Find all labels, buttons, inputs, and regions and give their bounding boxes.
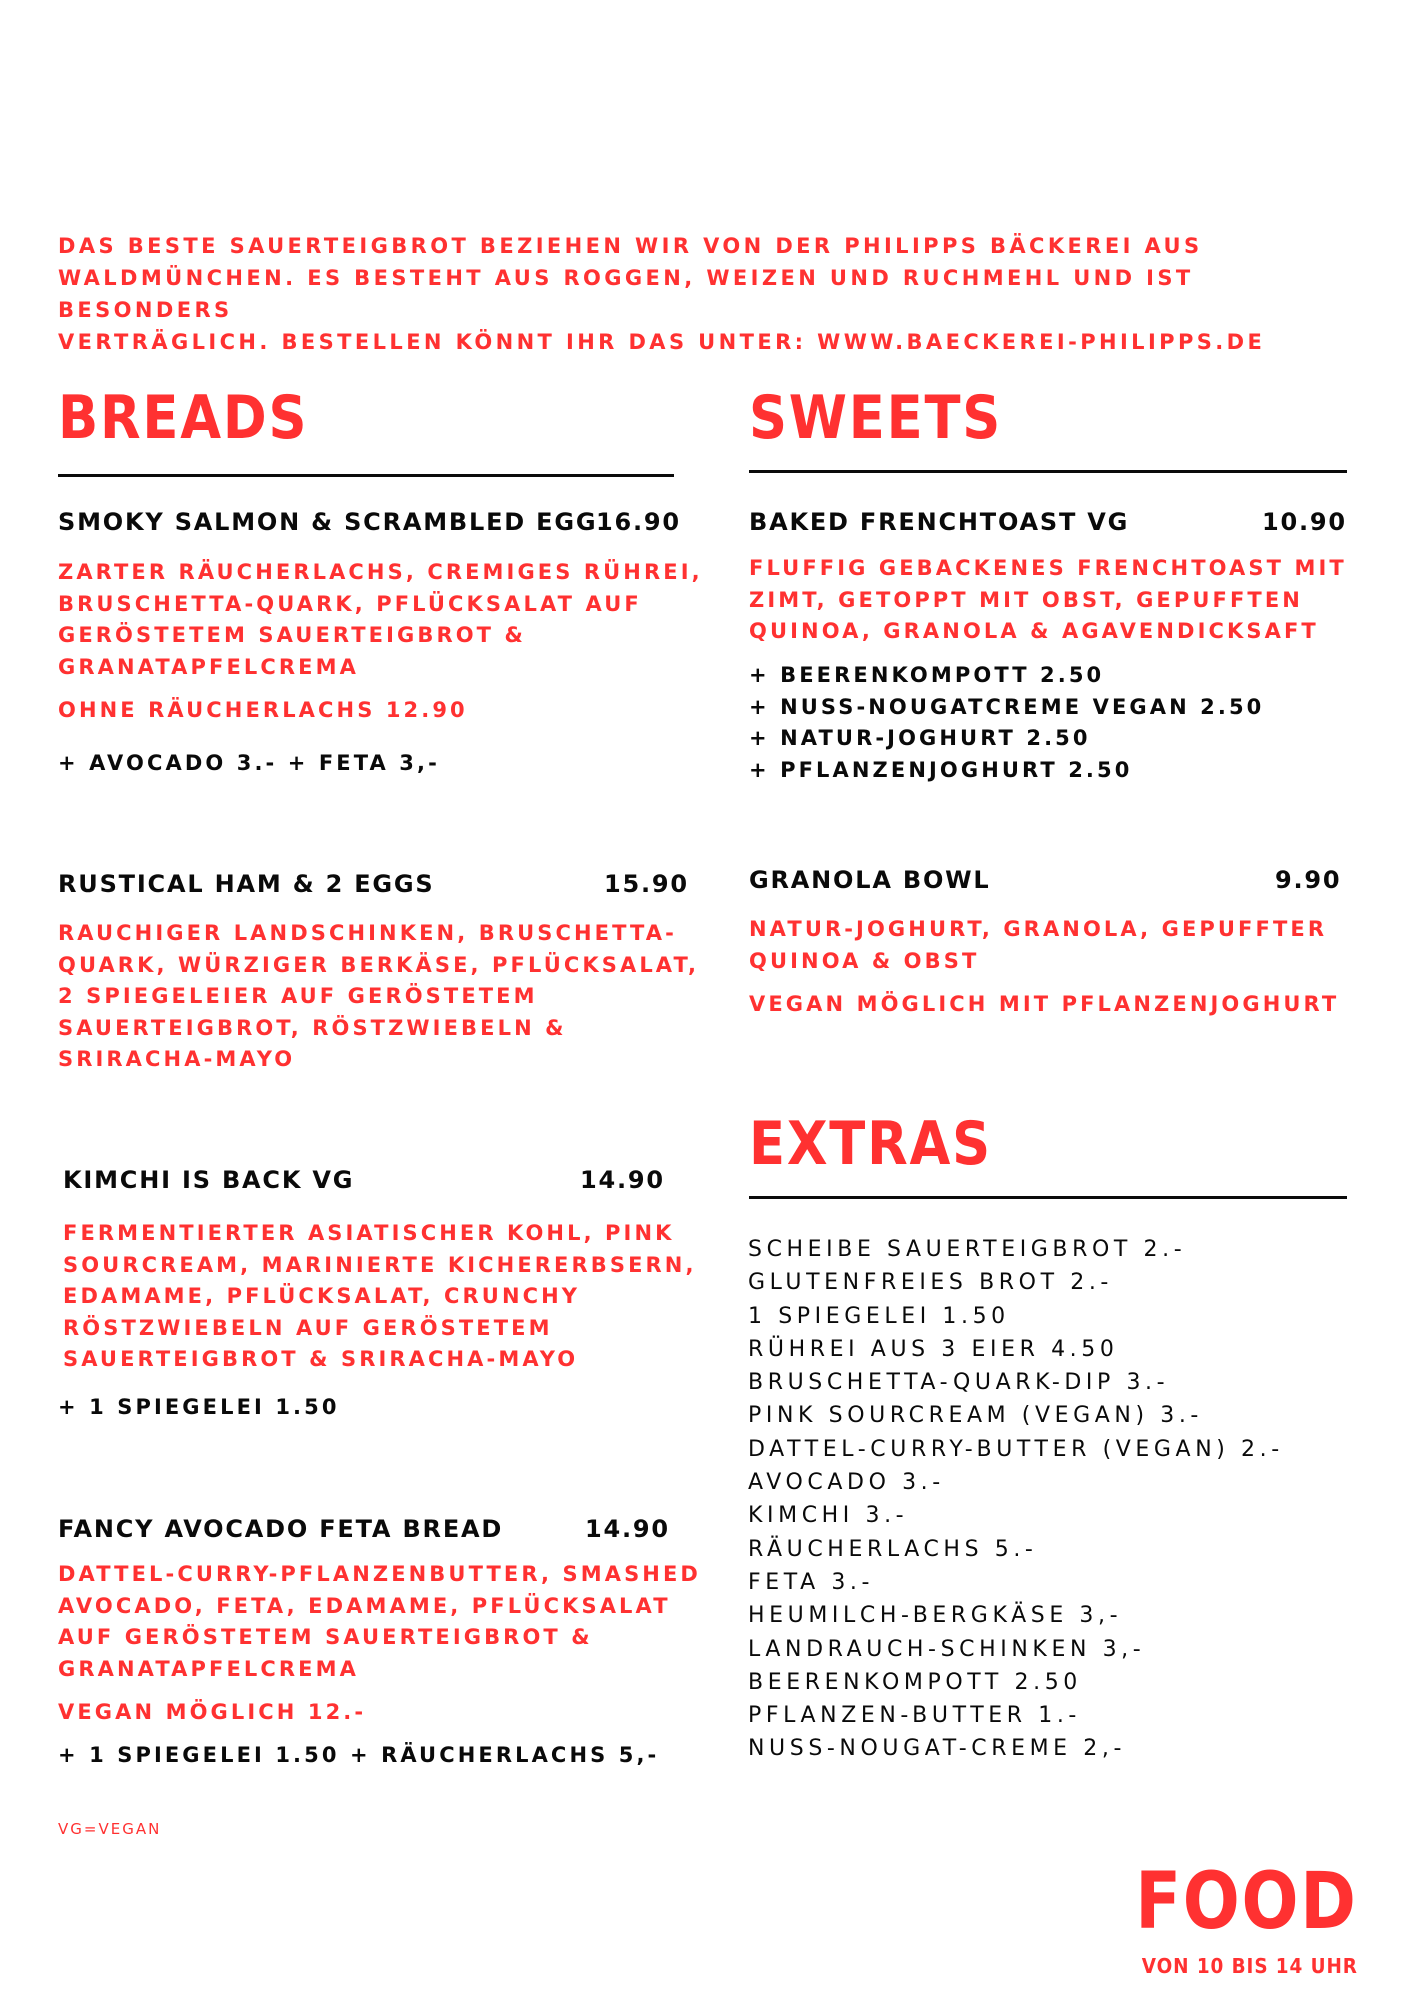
food-heading: FOOD [1135,1857,1358,1947]
item-note: OHNE RÄUCHERLACHS 12.90 [58,698,468,722]
extras-list [748,1233,1284,1766]
extras-item: PFLANZEN-BUTTER 1.- [748,1703,1081,1729]
extras-title: EXTRAS [749,1109,992,1179]
item-name: KIMCHI IS BACK VG [63,1166,355,1194]
item-price: 14.90 [585,1515,670,1543]
extras-item: GLUTENFREIES BROT 2.- [748,1270,1113,1296]
extras-item: NUSS-NOUGAT-CREME 2,- [748,1736,1127,1762]
item-description: ZARTER RÄUCHERLACHS, CREMIGES RÜHREI, BRUSCHETTA-QUARK, PFLÜCKSALAT AUF GERÖSTETEM SAUERTEIGBROT & GRANATAPFELCREMA [58,560,703,679]
item-note: VEGAN MÖGLICH MIT PFLANZENJOGHURT [749,992,1340,1016]
extras-item: AVOCADO 3.- [748,1470,945,1496]
item-price: 9.90 [1275,866,1342,894]
addon-item: + NATUR-JOGHURT 2.50 [749,726,1091,750]
item-description: DATTEL-CURRY-PFLANZENBUTTER, SMASHED AVOCADO, FETA, EDAMAME, PFLÜCKSALAT AUF GERÖSTETEM SAUERTEIGBROT & GRANATAPFELCREMA [58,1562,701,1681]
opening-hours: VON 10 BIS 14 UHR [1141,1954,1358,1978]
breads-divider [58,474,674,477]
extras-item: DATTEL-CURRY-BUTTER (VEGAN) 2.- [748,1436,1284,1462]
extras-item: FETA 3.- [748,1569,875,1595]
sweets-divider [749,470,1347,473]
item-description: FERMENTIERTER ASIATISCHER KOHL, PINK SOURCREAM, MARINIERTE KICHERERBSERN, EDAMAME, PFLÜCKSALAT, CRUNCHY RÖSTZWIEBELN AUF GERÖSTETEM SAUERTEIGBROT & SRIRACHA-MAYO [63,1221,697,1371]
extras-item: HEUMILCH-BERGKÄSE 3,- [748,1603,1123,1629]
extras-item: LANDRAUCH-SCHINKEN 3,- [748,1636,1146,1662]
breads-title: BREADS [58,383,309,453]
extras-item: RÄUCHERLACHS 5.- [748,1536,1038,1562]
extras-divider [749,1196,1347,1199]
extras-item: SCHEIBE SAUERTEIGBROT 2.- [748,1237,1187,1262]
item-addons: + AVOCADO 3.- + FETA 3,- [58,751,440,775]
item-addons-list [749,660,1264,786]
item-name: RUSTICAL HAM & 2 EGGS [58,870,435,898]
extras-item: 1 SPIEGELEI 1.50 [748,1303,1010,1329]
extras-item: RÜHREI AUS 3 EIER 4.50 [748,1336,1119,1362]
item-note: VEGAN MÖGLICH 12.- [58,1700,367,1724]
item-name: BAKED FRENCHTOAST VG [749,508,1130,536]
item-description: RAUCHIGER LANDSCHINKEN, BRUSCHETTA- QUARK, WÜRZIGER BERKÄSE, PFLÜCKSALAT, 2 SPIEGELEIER AUF GERÖSTETEM SAUERTEIGBROT, RÖSTZWIEBELN & SRIRACHA-MAYO [58,921,700,1071]
intro-text: DAS BESTE SAUERTEIGBROT BEZIEHEN WIR VON DER PHILIPPS BÄCKEREI AUS WALDMÜNCHEN. ES BESTEHT AUS ROGGEN, WEIZEN UND RUCHMEHL UND IST BESONDERS VERTRÄGLICH. BESTELLEN KÖNNT IHR DAS UNTER: WWW.BAECKEREI-PHILIPPS.DE [58,234,1266,354]
item-price: 16.90 [596,508,681,536]
item-price: 14.90 [580,1166,665,1194]
item-price: 10.90 [1262,508,1347,536]
extras-item: BRUSCHETTA-QUARK-DIP 3.- [748,1370,1170,1396]
extras-item: KIMCHI 3.- [748,1503,909,1529]
extras-item: BEERENKOMPOTT 2.50 [748,1669,1082,1695]
addon-item: + BEERENKOMPOTT 2.50 [749,663,1105,687]
addon-item: + PFLANZENJOGHURT 2.50 [749,757,1133,782]
item-description: NATUR-JOGHURT, GRANOLA, GEPUFFTER QUINOA & OBST [749,917,1328,973]
item-name: FANCY AVOCADO FETA BREAD [58,1515,504,1543]
addon-item: + NUSS-NOUGATCREME VEGAN 2.50 [749,694,1265,719]
vegan-legend: VG=VEGAN [58,1820,162,1838]
sweets-title: SWEETS [749,383,1003,453]
item-description: FLUFFIG GEBACKENES FRENCHTOAST MIT ZIMT, GETOPPT MIT OBST, GEPUFFTEN QUINOA, GRANOLA & AGAVENDICKSAFT [749,556,1347,643]
item-addons: + 1 SPIEGELEI 1.50 + RÄUCHERLACHS 5,- [58,1743,660,1767]
item-name: GRANOLA BOWL [749,866,991,894]
item-addons: + 1 SPIEGELEI 1.50 [58,1395,340,1419]
extras-item: PINK SOURCREAM (VEGAN) 3.- [748,1403,1203,1429]
item-price: 15.90 [604,870,689,898]
item-name: SMOKY SALMON & SCRAMBLED EGG [58,508,598,536]
